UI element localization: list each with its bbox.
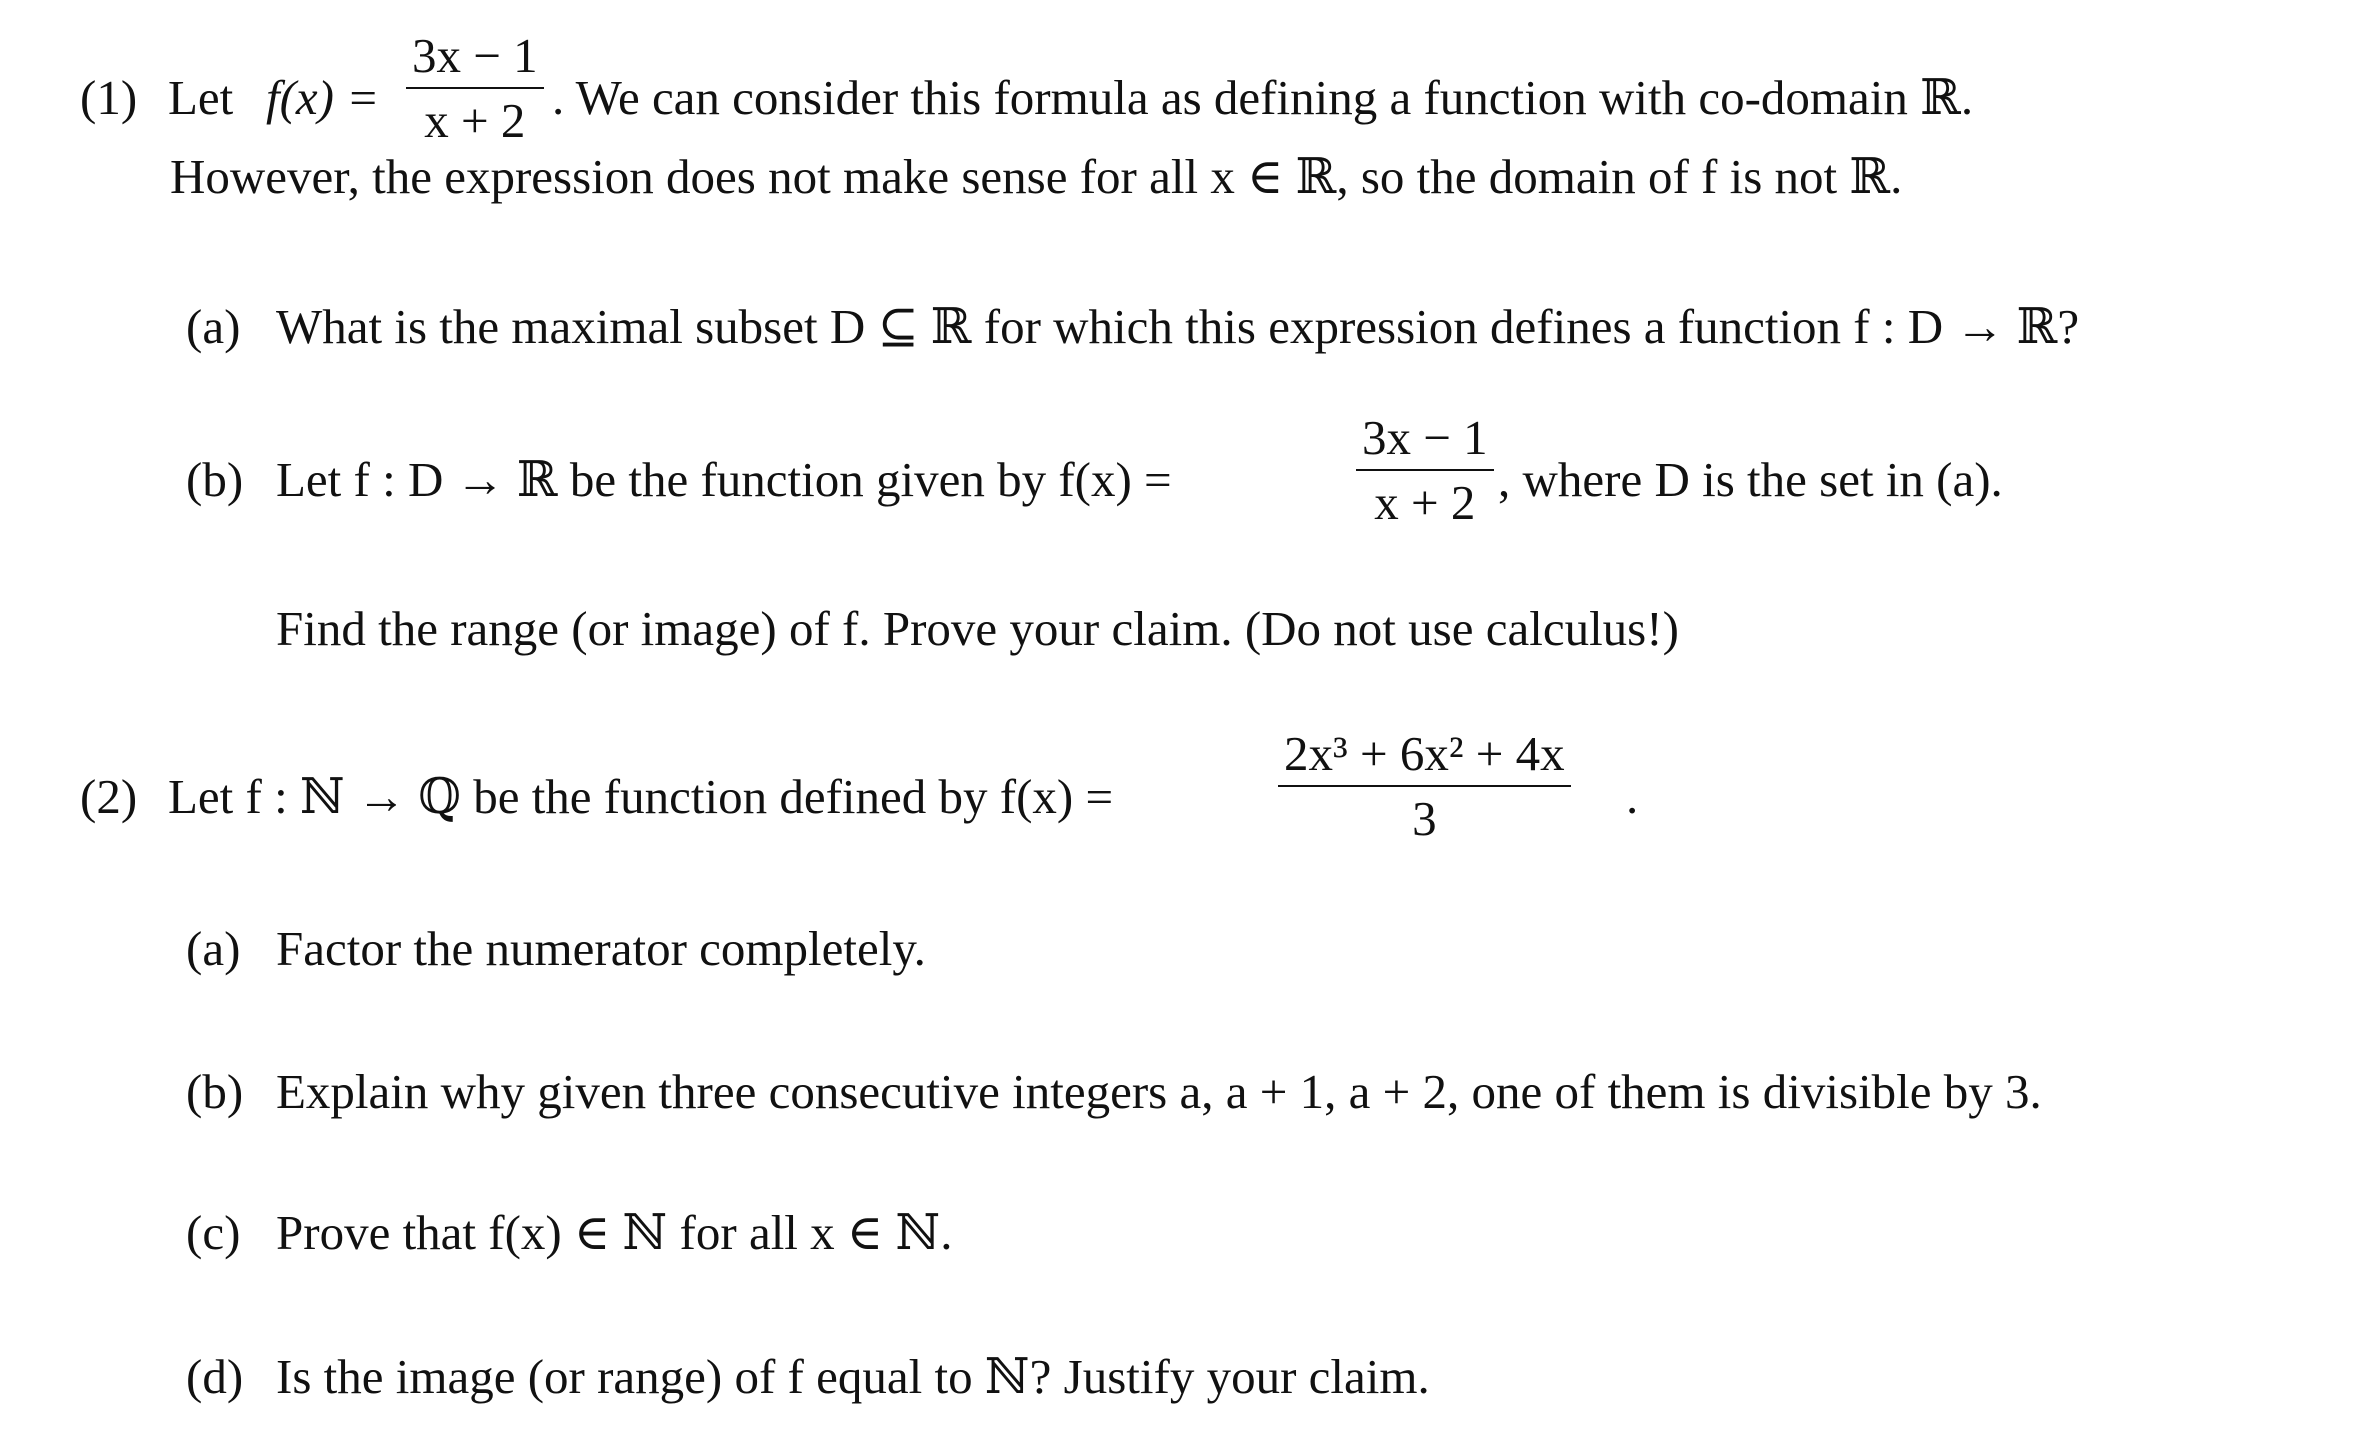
problem-2-prefix: Let f : ℕ → ℚ be the function defined by f(x) = <box>168 769 1114 824</box>
problem-2-part-d-label: (d) <box>186 1349 244 1404</box>
problem-1-part-b-line-2: Find the range (or image) of f. Prove your claim. (Do not use calculus!) <box>276 601 1679 656</box>
problem-2-number: (2) <box>80 769 138 824</box>
problem-2-suffix: . <box>1626 769 1639 824</box>
problem-2-fraction <box>1278 728 1571 845</box>
problem-1-fraction <box>406 30 544 147</box>
problem-1-intro-prefix: Let <box>168 70 234 125</box>
problem-1-number: (1) <box>80 70 138 125</box>
problem-2-line-1 <box>80 728 2280 868</box>
problem-2-part-a-label: (a) <box>186 921 241 976</box>
problem-1-intro-suffix: . We can consider this formula as defining a function with co-domain ℝ. <box>552 70 1974 125</box>
problem-1-fx: f(x) = <box>266 70 380 125</box>
problem-2-part-c-text: Prove that f(x) ∈ ℕ for all x ∈ ℕ. <box>276 1205 953 1260</box>
problem-2-part-b-label: (b) <box>186 1064 244 1119</box>
problem-1-part-b <box>186 410 2186 550</box>
problem-2-part-c <box>186 1205 953 1260</box>
problem-1-line-2: However, the expression does not make sense for all x ∈ ℝ, so the domain of f is not ℝ. <box>170 149 1903 204</box>
problem-1-part-b-prefix: Let f : D → ℝ be the function given by f(x) = <box>276 452 1172 507</box>
problem-1-fraction-denominator: x + 2 <box>424 93 526 149</box>
problem-1-part-a <box>186 299 2080 354</box>
problem-2-part-a-text: Factor the numerator completely. <box>276 921 926 976</box>
problem-2-part-c-label: (c) <box>186 1205 241 1260</box>
problem-1-fraction-numerator: 3x − 1 <box>406 30 544 89</box>
problem-1-part-b-label: (b) <box>186 452 244 507</box>
problem-2-fraction-numerator: 2x³ + 6x² + 4x <box>1278 728 1571 787</box>
problem-2-part-b-text: Explain why given three consecutive integers a, a + 1, a + 2, one of them is divisible by 3. <box>276 1064 2042 1119</box>
problem-2-part-d-text: Is the image (or range) of f equal to ℕ? Justify your claim. <box>276 1349 1430 1404</box>
problem-1-part-b-fraction-numerator: 3x − 1 <box>1356 412 1494 471</box>
problem-1-part-b-fraction-denominator: x + 2 <box>1374 475 1476 531</box>
problem-1-part-a-text: What is the maximal subset D ⊆ ℝ for which this expression defines a function f : D → ℝ? <box>276 299 2080 354</box>
problem-2-part-b <box>186 1064 2042 1119</box>
problem-1-part-a-label: (a) <box>186 299 241 354</box>
problem-2-part-d <box>186 1349 1430 1404</box>
problem-1-part-b-fraction <box>1356 412 1494 529</box>
problem-1-part-b-suffix: , where D is the set in (a). <box>1498 452 2003 507</box>
problem-2-fraction-denominator: 3 <box>1412 791 1437 847</box>
problem-2-part-a <box>186 921 926 976</box>
